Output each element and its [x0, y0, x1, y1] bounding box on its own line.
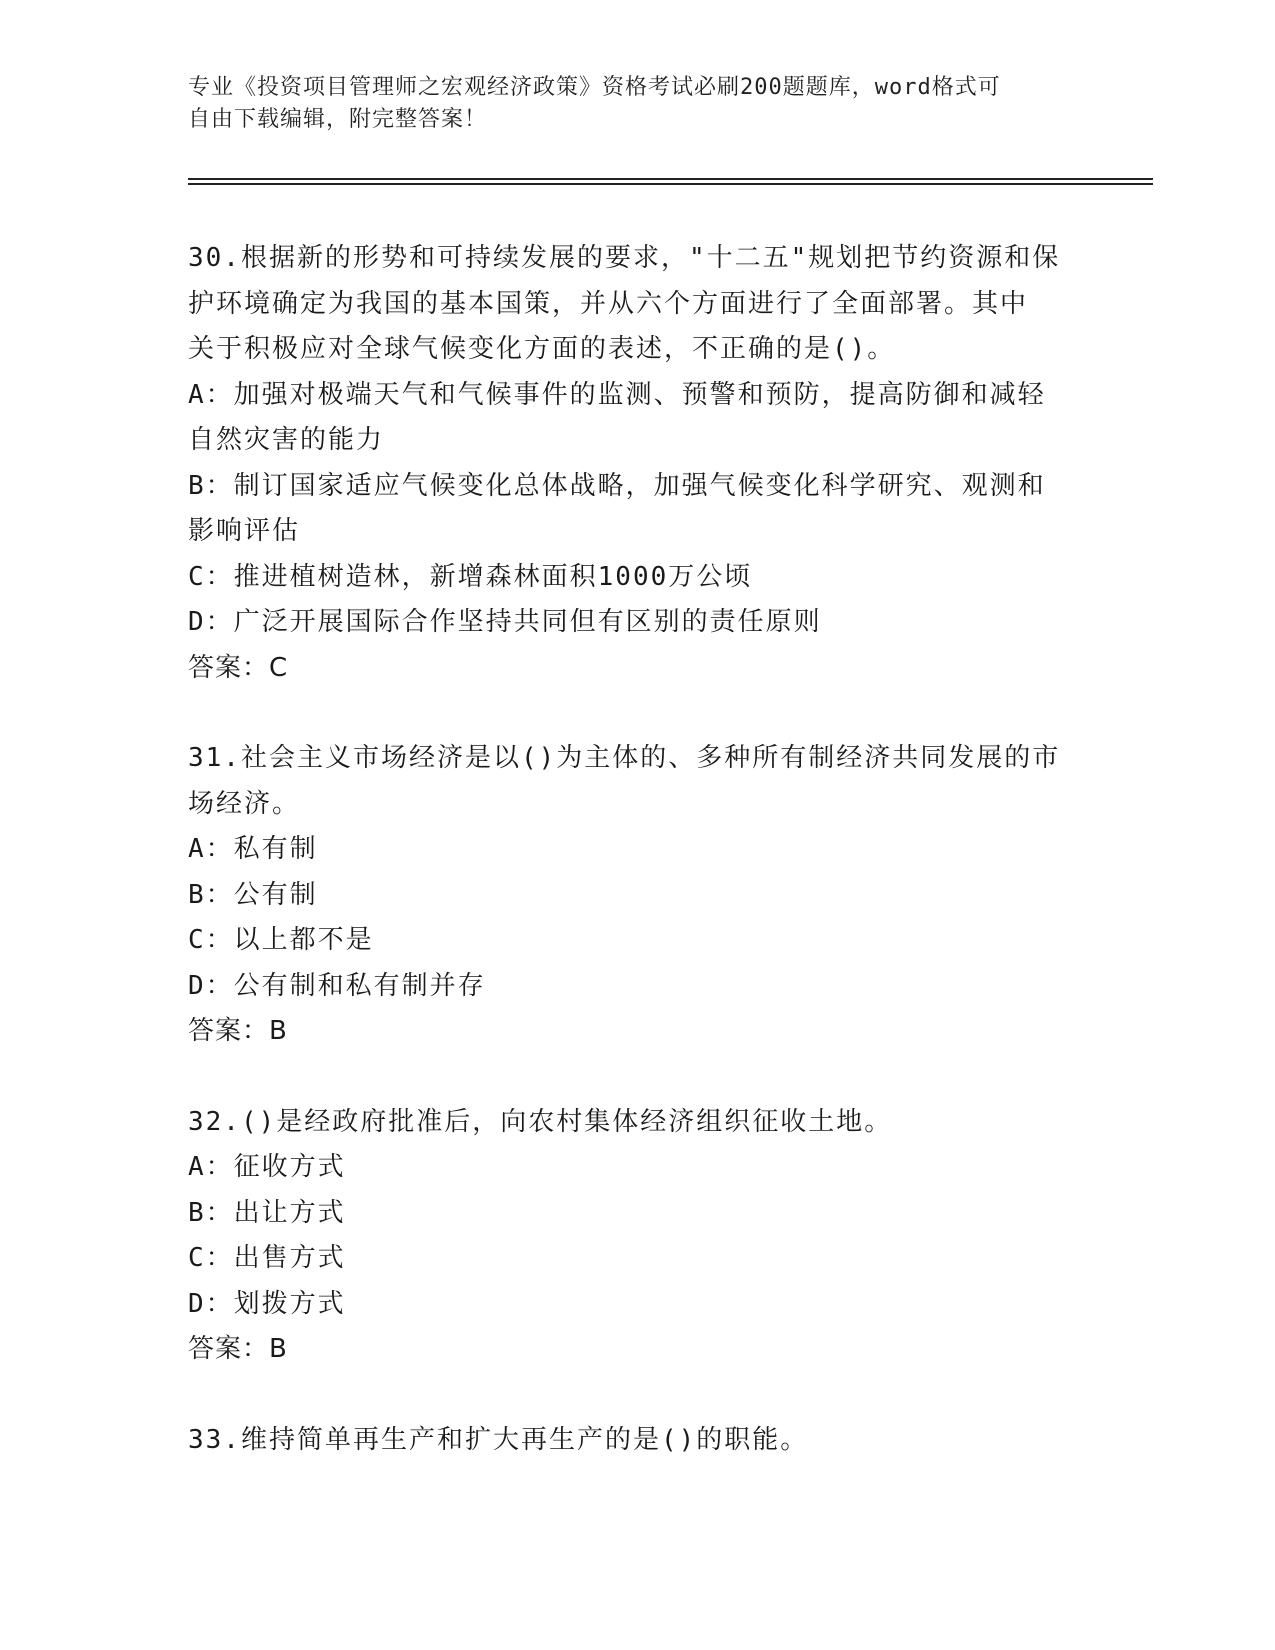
- answer-line: 答案：B: [188, 1334, 288, 1364]
- header-line-1: 专业《投资项目管理师之宏观经济政策》资格考试必刷200题题库，word格式可: [188, 75, 1001, 100]
- option-line: C：推进植树造林，新增森林面积1000万公顷: [188, 561, 753, 592]
- header-divider-top: [188, 178, 1153, 180]
- option-line: A：私有制: [188, 834, 318, 864]
- document-header: [188, 72, 1068, 136]
- question-stem-line: 护环境确定为我国的基本国策，并从六个方面进行了全面部署。其中: [188, 288, 1029, 319]
- option-line: A：加强对极端天气和气候事件的监测、预警和预防，提高防御和减轻: [188, 379, 1046, 410]
- option-line: D：广泛开展国际合作坚持共同但有区别的责任原则: [188, 607, 822, 637]
- question-list: [188, 236, 1078, 1508]
- header-line-2: 自由下载编辑，附完整答案！: [188, 107, 488, 132]
- option-line: C：出售方式: [188, 1243, 346, 1273]
- question-stem-line: 32.()是经政府批准后，向农村集体经济组织征收土地。: [188, 1106, 893, 1137]
- question-stem-line: 场经济。: [188, 788, 301, 819]
- option-line: B：制订国家适应气候变化总体战略，加强气候变化科学研究、观测和: [188, 470, 1046, 501]
- question-stem-line: 33.维持简单再生产和扩大再生产的是()的职能。: [188, 1424, 809, 1455]
- question-stem-line: 关于积极应对全球气候变化方面的表述，不正确的是()。: [188, 334, 896, 364]
- question-stem-line: 30.根据新的形势和可持续发展的要求，"十二五"规划把节约资源和保: [188, 243, 1061, 273]
- option-line: B：出让方式: [188, 1197, 346, 1228]
- option-line: A：征收方式: [188, 1152, 346, 1182]
- option-line: 自然灾害的能力: [188, 425, 385, 455]
- option-line: B：公有制: [188, 879, 318, 910]
- question-item: [188, 1418, 1078, 1464]
- option-line: D：公有制和私有制并存: [188, 970, 486, 1001]
- option-line: D：划拨方式: [188, 1288, 346, 1319]
- question-item: [188, 736, 1078, 1055]
- header-divider-bottom: [188, 183, 1153, 185]
- option-line: 影响评估: [188, 516, 301, 546]
- answer-line: 答案：C: [188, 652, 289, 683]
- question-item: [188, 236, 1078, 691]
- option-line: C：以上都不是: [188, 925, 374, 955]
- question-stem-line: 31.社会主义市场经济是以()为主体的、多种所有制经济共同发展的市: [188, 743, 1061, 773]
- question-item: [188, 1100, 1078, 1373]
- answer-line: 答案：B: [188, 1016, 288, 1046]
